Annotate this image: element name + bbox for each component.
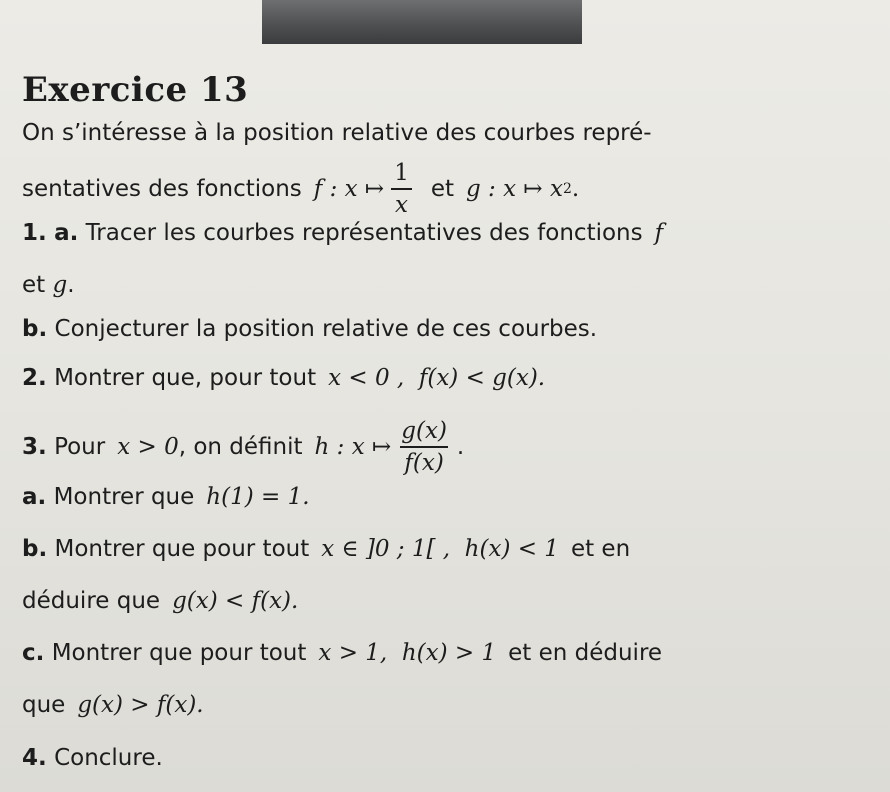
q3c-line-2 [22, 692, 204, 718]
q3b-math-2: g(x) < f(x). [172, 588, 299, 614]
q3b-text: Montrer que pour tout [54, 536, 310, 562]
intro-and: et [430, 176, 455, 202]
q2-text: Montrer que, pour tout [54, 365, 317, 391]
g-exponent: 2 [562, 181, 572, 197]
intro-text-1: On s’intéresse à la position relative des courbes repré- [22, 120, 652, 146]
q3c-text: Montrer que pour tout [51, 640, 307, 666]
g-definition: g : x ↦ x [466, 176, 563, 202]
q1a-line-2 [22, 272, 75, 298]
q3-end: . [456, 434, 465, 460]
q1b-label: b. [22, 316, 48, 342]
q3c-text-2: et en déduire [508, 640, 663, 666]
q1b-line [22, 316, 597, 342]
q1-number: 1. [22, 220, 47, 246]
h-denominator: f(x) [400, 446, 447, 476]
intro-line-1 [22, 120, 652, 146]
photo-top-band [262, 0, 582, 44]
q3-text-a: Pour [54, 434, 106, 460]
h-definition: h : x ↦ [314, 434, 392, 460]
exercise-title: Exercice 13 [22, 70, 249, 110]
q3c-math: x > 1, h(x) > 1 [318, 640, 497, 666]
f-numerator: 1 [394, 160, 409, 186]
f-denominator: x [391, 188, 412, 218]
q3a-math: h(1) = 1. [206, 484, 310, 510]
q1a-text: Tracer les courbes représentatives des fonctions [85, 220, 643, 246]
q3b-line2-text: déduire que [22, 588, 161, 614]
q2-math: x < 0 , f(x) < g(x). [328, 365, 546, 391]
f-definition: f : x ↦ [313, 176, 385, 202]
q3a-text: Montrer que [53, 484, 195, 510]
q3a-line [22, 484, 310, 510]
f-fraction [390, 160, 413, 218]
q3b-text-2: et en [570, 536, 631, 562]
intro-line-2 [22, 160, 579, 218]
h-numerator: g(x) [401, 418, 447, 444]
q1a-f: f [654, 220, 664, 246]
q1a-g: g [52, 272, 68, 298]
intro-text-2: sentatives des fonctions [22, 176, 302, 202]
q3b-line [22, 536, 630, 562]
q3-line [22, 418, 464, 476]
q1b-text: Conjecturer la position relative de ces courbes. [54, 316, 598, 342]
q1a-label: a. [54, 220, 79, 246]
q2-number: 2. [22, 365, 47, 391]
q3c-line [22, 640, 662, 666]
q3b-math: x ∈ ]0 ; 1[ , h(x) < 1 [321, 536, 559, 562]
q1a-line [22, 220, 663, 246]
q3-math-a: x > 0 [117, 434, 179, 460]
q1a-end: . [67, 272, 75, 298]
q4-line [22, 745, 163, 771]
q3c-line2-text: que [22, 692, 66, 718]
q3b-label: b. [22, 536, 48, 562]
q3a-label: a. [22, 484, 47, 510]
q4-number: 4. [22, 745, 47, 771]
q3c-math-2: g(x) > f(x). [77, 692, 204, 718]
q1a-cont: et [22, 272, 46, 298]
q3-text-b: , on définit [178, 434, 303, 460]
h-fraction [397, 418, 451, 476]
q3b-line-2 [22, 588, 298, 614]
q4-text: Conclure. [54, 745, 163, 771]
g-end: . [571, 176, 580, 202]
q2-line [22, 365, 545, 391]
q3-number: 3. [22, 434, 47, 460]
q3c-label: c. [22, 640, 45, 666]
